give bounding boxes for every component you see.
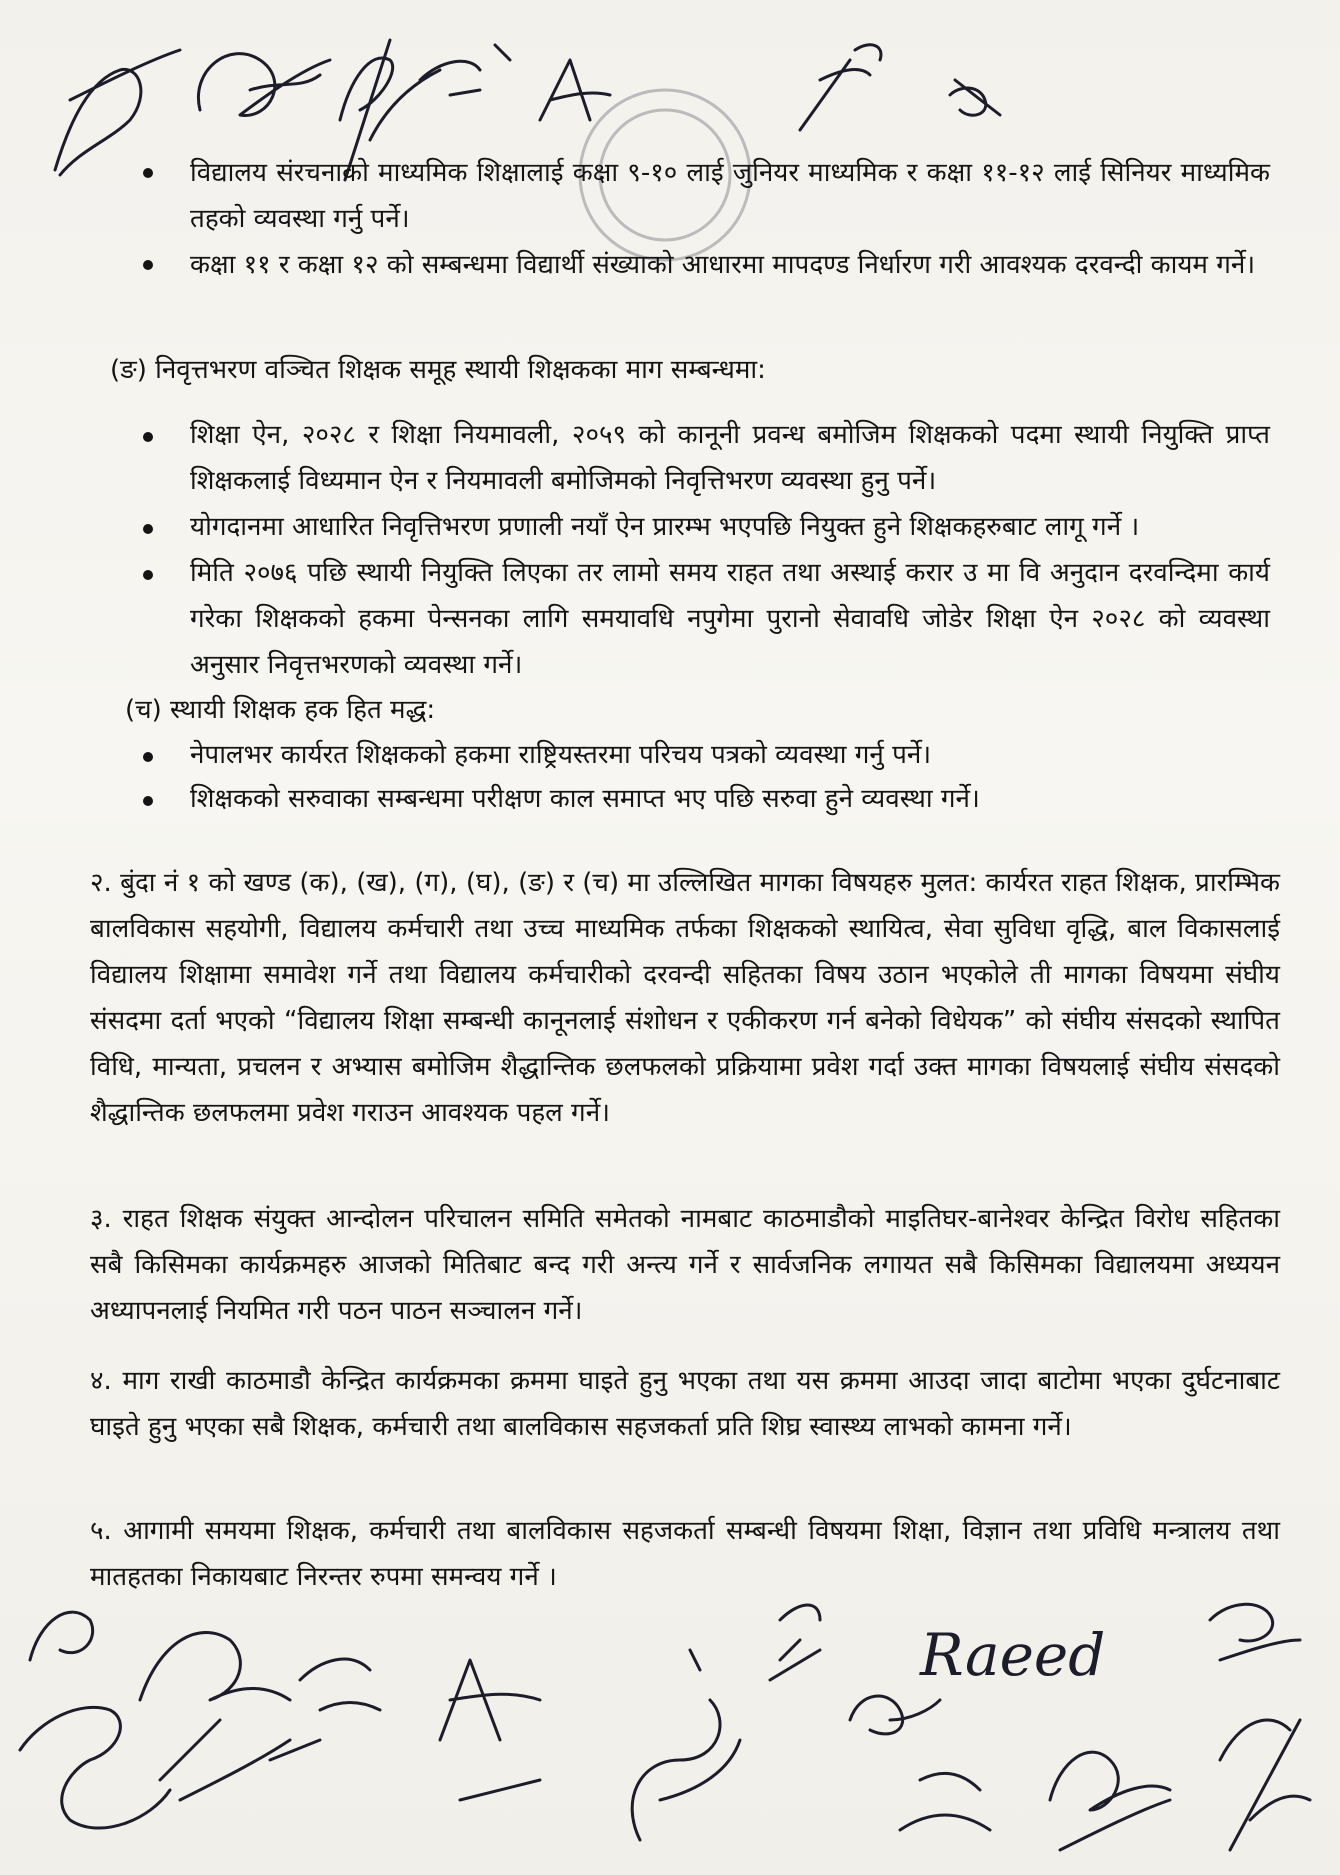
signature-1 [55, 50, 180, 175]
point-number: ४. [90, 1366, 112, 1396]
point-text: माग राखी काठमाडौ केन्द्रित कार्यक्रमका क्रममा घाइते हुनु भएका तथा यस क्रममा आउदा जादा बाटोमा भएका दुर्घटनाबाट घाइते हुनु भएका सबै शिक्षक, कर्मचारी तथा बालविकास सहजकर्ता प्रति शिघ्र स्वास्थ्य लाभको कामना गर्ने। [90, 1366, 1281, 1442]
bottom-signature-8 [900, 1773, 990, 1830]
point-2 [90, 860, 1280, 1136]
point-text: बुंदा नं १ को खण्ड (क), (ख), (ग), (घ), (ङ) र (च) मा उल्लिखित मागका विषयहरु मुलत: कार्यरत राहत शिक्षक, प्रारम्भिक बालविकास सहयोगी, विद्यालय कर्मचारी तथा उच्च माध्यमिक तर्फका शिक्षकको स्थायित्व, सेवा सुविधा वृद्धि, बाल विकासलाई विद्यालय शिक्षामा समावेश गर्ने तथा विद्यालय कर्मचारीको दरवन्दी सहितका विषय उठान भएकोले ती मागका विषयमा संघीय संसदमा दर्ता भएको “विद्यालय शिक्षा सम्बन्धी कानूनलाई संशोधन र एकीकरण गर्न बनेको विधेयक” को संघीय संसदको स्थापित विधि, मान्यता, प्रचलन र अभ्यास बमोजिम शैद्धान्तिक छलफलको प्रक्रियामा प्रवेश गर्दा उक्त मागका विषयलाई संघीय संसदको शैद्धान्तिक छलफलमा प्रवेश गराउन आवश्यक पहल गर्ने। [90, 868, 1280, 1128]
signature-7 [950, 80, 1000, 115]
cha-bullet-1: नेपालभर कार्यरत शिक्षकको हकमा राष्ट्रियस्तरमा परिचय पत्रको व्यवस्था गर्नु पर्ने। [190, 740, 932, 770]
bullet-dot [143, 168, 153, 178]
bottom-signature-1 [20, 1612, 170, 1828]
top-bullet-1: विद्यालय संरचनाको माध्यमिक शिक्षालाई कक्षा ९-१० लाई जुनियर माध्यमिक र कक्षा ११-१२ लाई सिनियर माध्यमिक तहको व्यवस्था गर्नु पर्ने। [190, 158, 1270, 234]
bullet-dot [143, 432, 153, 442]
signature-name: Raeed [920, 1621, 1106, 1689]
bullet-dot [143, 570, 153, 580]
nga-bullet-2: योगदानमा आधारित निवृत्तिभरण प्रणाली नयाँ ऐन प्रारम्भ भएपछि नियुक्त हुने शिक्षकहरुबाट लागू गर्ने । [190, 512, 1140, 542]
signature-4 [420, 45, 510, 95]
bullet-dot [143, 752, 153, 762]
point-number: ३. [90, 1204, 112, 1234]
bottom-signature-7 [850, 1696, 940, 1734]
bullet-dot [143, 260, 153, 270]
bottom-signature-3 [270, 1659, 380, 1760]
point-number: २. [90, 868, 112, 898]
point-text: आगामी समयमा शिक्षक, कर्मचारी तथा बालविकास सहजकर्ता सम्बन्धी विषयमा शिक्षा, विज्ञान तथा प्रविधि मन्त्रालय तथा मातहतका निकायबाट निरन्तर रुपमा समन्वय गर्ने । [90, 1516, 1280, 1592]
bullet-dot [143, 524, 153, 534]
signature-2 [198, 54, 330, 116]
bottom-signature-2 [140, 1633, 290, 1801]
section-nga-heading: (ङ) निवृत्तभरण वञ्चित शिक्षक समूह स्थायी शिक्षकका माग सम्बन्धमा: [110, 355, 766, 385]
point-3 [90, 1196, 1280, 1334]
point-text: राहत शिक्षक संयुक्त आन्दोलन परिचालन समिति समेतको नामबाट काठमाडौको माइतिघर-बानेश्वर केन्द्रित विरोध सहितका सबै किसिमका कार्यक्रमहरु आजको मितिबाट बन्द गरी अन्त्य गर्ने र सार्वजनिक लगायत सबै किसिमका विद्यालयमा अध्ययन अध्यापनलाई नियमित गरी पठन पाठन सञ्चालन गर्ने। [90, 1204, 1280, 1326]
bottom-signature-6 [770, 1605, 820, 1680]
point-number: ५. [90, 1516, 112, 1546]
bottom-signature-9 [1050, 1752, 1170, 1850]
nga-bullet-1: शिक्षा ऐन, २०२८ र शिक्षा नियमावली, २०५९ को कानूनी प्रवन्ध बमोजिम शिक्षकको पदमा स्थायी नियुक्ति प्राप्त शिक्षकलाई विध्यमान ऐन र नियमावली बमोजिमको निवृत्तिभरण व्यवस्था हुनु पर्ने। [190, 420, 1270, 496]
bottom-signature-5 [632, 1650, 740, 1840]
signature-6 [800, 45, 881, 130]
signature-5 [540, 60, 610, 120]
nga-bullet-3: मिति २०७६ पछि स्थायी नियुक्ति लिएका तर लामो समय राहत तथा अस्थाई करार उ मा वि अनुदान दरवन्दिमा कार्य गरेका शिक्षकको हकमा पेन्सनका लागि समयावधि नपुगेमा पुरानो सेवावधि जोडेर शिक्षा ऐन २०२८ को व्यवस्था अनुसार निवृत्तभरणको व्यवस्था गर्ने। [190, 558, 1270, 680]
point-4 [90, 1358, 1280, 1450]
bottom-signature-11 [1220, 1720, 1310, 1850]
cha-bullet-2: शिक्षकको सरुवाका सम्बन्धमा परीक्षण काल समाप्त भए पछि सरुवा हुने व्यवस्था गर्ने। [190, 784, 980, 814]
section-cha-heading: (च) स्थायी शिक्षक हक हित मद्ध: [125, 695, 436, 725]
bullet-dot [143, 796, 153, 806]
bottom-signature-4 [440, 1660, 540, 1800]
point-5 [90, 1508, 1280, 1600]
top-bullet-2: कक्षा ११ र कक्षा १२ को सम्बन्धमा विद्यार्थी संख्याको आधारमा मापदण्ड निर्धारण गरी आवश्यक दरवन्दी कायम गर्ने। [190, 250, 1256, 280]
bottom-signature-10 [1210, 1604, 1300, 1660]
